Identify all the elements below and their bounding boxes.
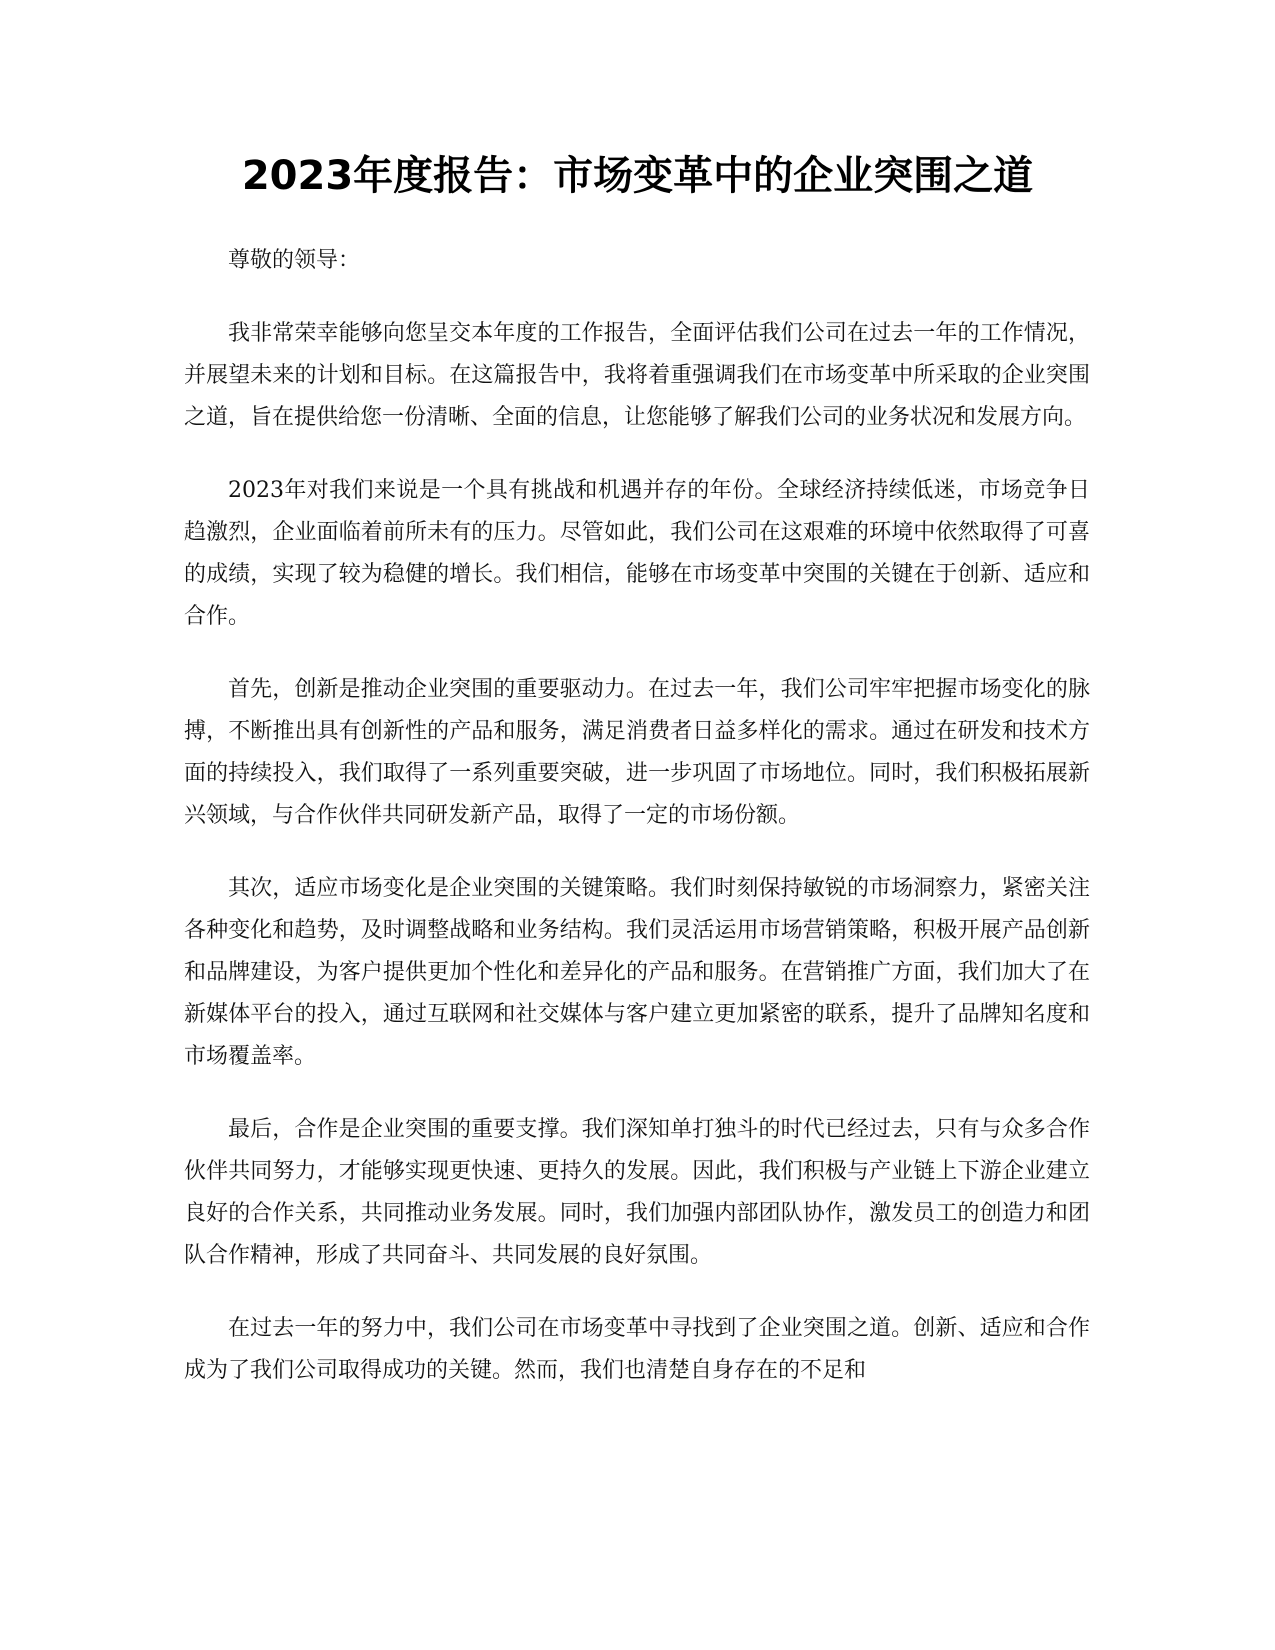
paragraph-adaptation: 其次，适应市场变化是企业突围的关键策略。我们时刻保持敏锐的市场洞察力，紧密关注各种变化和趋势，及时调整战略和业务结构。我们灵活运用市场营销策略，积极开展产品创新和品牌建设，为客户提供更加个性化和差异化的产品和服务。在营销推广方面，我们加大了在新媒体平台的投入，通过互联网和社交媒体与客户建立更加紧密的联系，提升了品牌知名度和市场覆盖率。 <box>184 876 1090 1069</box>
document-body <box>184 240 1090 1423</box>
paragraph-cooperation: 最后，合作是企业突围的重要支撑。我们深知单打独斗的时代已经过去，只有与众多合作伙伴共同努力，才能够实现更快速、更持久的发展。因此，我们积极与产业链上下游企业建立良好的合作关系，共同推动业务发展。同时，我们加强内部团队协作，激发员工的创造力和团队合作精神，形成了共同奋斗、共同发展的良好氛围。 <box>184 1117 1090 1268</box>
paragraph-innovation: 首先，创新是推动企业突围的重要驱动力。在过去一年，我们公司牢牢把握市场变化的脉搏，不断推出具有创新性的产品和服务，满足消费者日益多样化的需求。通过在研发和技术方面的持续投入，我们取得了一系列重要突破，进一步巩固了市场地位。同时，我们积极拓展新兴领域，与合作伙伴共同研发新产品，取得了一定的市场份额。 <box>184 677 1090 828</box>
paragraph-overview-2023: 2023年对我们来说是一个具有挑战和机遇并存的年份。全球经济持续低迷，市场竞争日趋激烈，企业面临着前所未有的压力。尽管如此，我们公司在这艰难的环境中依然取得了可喜的成绩，实现了较为稳健的增长。我们相信，能够在市场变革中突围的关键在于创新、适应和合作。 <box>184 478 1090 629</box>
paragraph-intro: 我非常荣幸能够向您呈交本年度的工作报告，全面评估我们公司在过去一年的工作情况，并展望未来的计划和目标。在这篇报告中，我将着重强调我们在市场变革中所采取的企业突围之道，旨在提供给您一份清晰、全面的信息，让您能够了解我们公司的业务状况和发展方向。 <box>184 321 1090 430</box>
paragraph-summary: 在过去一年的努力中，我们公司在市场变革中寻找到了企业突围之道。创新、适应和合作成为了我们公司取得成功的关键。然而，我们也清楚自身存在的不足和 <box>184 1316 1090 1383</box>
salutation: 尊敬的领导： <box>228 248 361 273</box>
document-title: 2023年度报告：市场变革中的企业突围之道 <box>241 153 1034 199</box>
